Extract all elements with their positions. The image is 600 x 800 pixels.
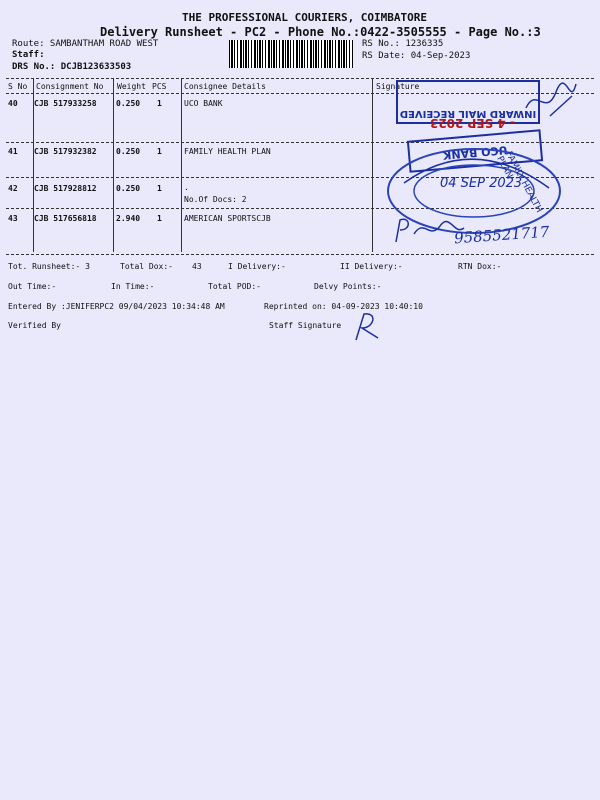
col-header-weight: Weight	[117, 82, 146, 91]
stamp-date-red: - 4 SEP 2023	[430, 116, 515, 130]
reprinted-on: Reprinted on: 04-09-2023 10:40:10	[264, 302, 423, 311]
rtn-dox: RTN Dox:-	[458, 262, 502, 271]
stamp-date-blue: 04 SEP 2023	[440, 176, 523, 191]
handwritten-phone: 9585521717	[453, 222, 550, 248]
route: Route: SAMBANTHAM ROAD WEST	[12, 39, 159, 49]
verified-by: Verified By	[8, 321, 61, 330]
row-pcs: 1	[157, 99, 162, 108]
staff-label: Staff:	[12, 50, 45, 60]
row-consignment: CJB 517656818	[34, 214, 97, 223]
total-dox-label: Total Dox:-	[120, 262, 173, 271]
out-time: Out Time:-	[8, 282, 57, 291]
row-weight: 0.250	[116, 147, 141, 156]
col-header-consignment: Consignment No	[36, 82, 104, 91]
total-pod: Total POD:-	[208, 282, 261, 291]
row-pcs: 1	[157, 184, 162, 193]
barcode	[229, 40, 353, 68]
inward-mail-text: INWARD MAIL RECEIVED	[399, 108, 537, 119]
table-top-rule	[6, 78, 594, 79]
row-pcs: 1	[157, 214, 162, 223]
row-sno: 42	[8, 184, 18, 193]
entered-by: Entered By :JENIFERPC2 09/04/2023 10:34:48 AM	[8, 302, 225, 311]
row-consignee: UCO BANK	[184, 99, 223, 108]
column-divider	[181, 79, 182, 252]
i-delivery: I Delivery:-	[228, 262, 286, 271]
col-header-signature: Signature	[376, 82, 420, 91]
company-name: THE PROFESSIONAL COURIERS, COIMBATORE	[182, 11, 428, 24]
row-consignment: CJB 517928812	[34, 184, 97, 193]
col-header-consignee: Consignee Details	[184, 82, 266, 91]
row-consignee: .	[184, 183, 189, 192]
row-weight: 2.940	[116, 214, 141, 223]
row-weight: 0.250	[116, 184, 141, 193]
column-divider	[113, 79, 114, 252]
staff-signature-label: Staff Signature	[269, 321, 342, 330]
in-time: In Time:-	[111, 282, 155, 291]
col-header-pcs: PCS	[152, 82, 167, 91]
staff-signature-mark	[352, 310, 382, 344]
row-weight: 0.250	[116, 99, 141, 108]
row-pcs: 1	[157, 147, 162, 156]
col-header-sno: S No	[8, 82, 28, 91]
runsheet-title: Delivery Runsheet - PC2 - Phone No.:0422-3505555 - Page No.:3	[100, 25, 541, 39]
row-doc-count: No.Of Docs: 2	[184, 195, 247, 204]
rs-number: RS No.: 1236335	[362, 39, 444, 49]
signature-stroke	[356, 314, 378, 340]
delvy-points: Delvy Points:-	[314, 282, 382, 291]
column-divider	[372, 79, 373, 252]
row-consignee: FAMILY HEALTH PLAN	[184, 147, 271, 156]
family-health-text: FAMILY HEALTH PLAN	[494, 150, 544, 215]
table-bottom-rule	[6, 254, 594, 255]
row-sno: 41	[8, 147, 18, 156]
drs-number: DRS No.: DCJB123633503	[12, 62, 132, 72]
row-consignee: AMERICAN SPORTSCJB	[184, 214, 271, 223]
ii-delivery: II Delivery:-	[340, 262, 403, 271]
row-sno: 40	[8, 99, 18, 108]
row-consignment: CJB 517933258	[34, 99, 97, 108]
row-sno: 43	[8, 214, 18, 223]
signature-stroke	[526, 83, 576, 116]
row-consignment: CJB 517932382	[34, 147, 97, 156]
rs-date: RS Date: 04-Sep-2023	[362, 51, 471, 61]
signature-scribble-top	[520, 78, 580, 128]
uco-bank-text: UCO BANK	[442, 143, 508, 162]
tot-runsheet: Tot. Runsheet:- 3	[8, 262, 90, 271]
total-dox-value: 43	[192, 262, 202, 271]
